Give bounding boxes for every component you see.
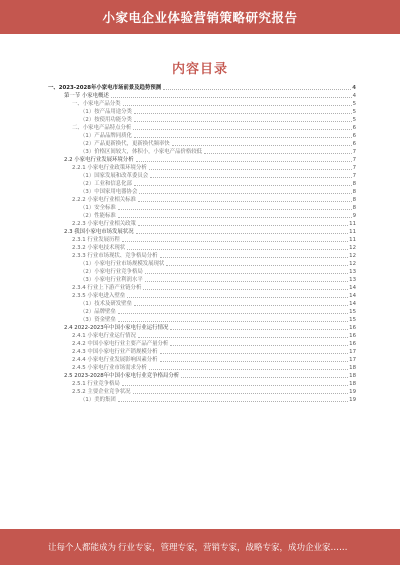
- toc-page-number: 12: [349, 245, 356, 251]
- toc-entry-text: 2.5 2023-2028年中国小家电行业竞争格局分析: [64, 373, 180, 379]
- toc-page-number: 15: [349, 309, 356, 315]
- toc-entry-text: 2.3 我国小家电市场发展状况: [64, 229, 134, 235]
- toc-entry-text: （1）国家发展和改革委员会: [80, 173, 149, 179]
- toc-entry[interactable]: [40, 395, 356, 403]
- toc-entry[interactable]: [40, 107, 356, 115]
- toc-entry[interactable]: [40, 235, 356, 243]
- toc-entry[interactable]: [40, 355, 356, 363]
- toc-entry[interactable]: [40, 171, 356, 179]
- toc-entry[interactable]: [40, 219, 356, 227]
- toc-entry[interactable]: [40, 147, 356, 155]
- toc-entry[interactable]: [40, 331, 356, 339]
- toc-entry-text: （2）产品更新换代，更新换代频率快: [80, 141, 170, 147]
- toc-leader-dots: [133, 393, 349, 394]
- toc-entry[interactable]: [40, 299, 356, 307]
- toc-leader-dots: [163, 89, 351, 90]
- toc-entry[interactable]: [40, 91, 356, 99]
- toc-entry-text: 2.4.4 小家电行业发展影响因素分析: [72, 357, 158, 363]
- toc-entry-text: 一、2023-2028年小家电市场前景及趋势预测: [48, 85, 162, 91]
- toc-entry-text: 2.3.3 行业市场现状、竞争格局分析: [72, 253, 158, 259]
- toc-entry[interactable]: [40, 291, 356, 299]
- toc-entry[interactable]: [40, 131, 356, 139]
- toc-entry-text: 2.5.1 行业竞争格局: [72, 381, 120, 387]
- toc-leader-dots: [122, 385, 348, 386]
- toc-entry-text: （2）小家电行业竞争格局: [80, 269, 143, 275]
- toc-entry-text: （2）品牌壁垒: [80, 309, 116, 315]
- toc-page-number: 11: [349, 229, 356, 235]
- toc-leader-dots: [149, 169, 352, 170]
- toc-leader-dots: [134, 185, 352, 186]
- toc-page-number: 16: [349, 333, 356, 339]
- toc-entry[interactable]: [40, 251, 356, 259]
- toc-entry[interactable]: [40, 123, 356, 131]
- toc-page-number: 5: [352, 109, 356, 115]
- toc-page-number: 6: [352, 133, 356, 139]
- toc-page-number: 7: [352, 165, 356, 171]
- toc-entry-text: 2.2.3 小家电行业相关政策: [72, 221, 136, 227]
- toc-page-number: 12: [349, 253, 356, 259]
- toc-entry-text: （1）小家电行业市场规模发展现状: [80, 261, 165, 267]
- toc-page-number: 8: [352, 197, 356, 203]
- toc-entry-text: 2.4.1 小家电行业运行情况: [72, 333, 136, 339]
- toc-entry[interactable]: [40, 195, 356, 203]
- toc-entry-text: （1）按产品用途分类: [80, 109, 132, 115]
- toc-page-number: 5: [352, 101, 356, 107]
- toc-page-number: 5: [352, 117, 356, 123]
- toc-entry[interactable]: [40, 339, 356, 347]
- toc-leader-dots: [170, 329, 348, 330]
- toc-entry[interactable]: [40, 115, 356, 123]
- toc-entry[interactable]: [40, 307, 356, 315]
- toc-entry-text: 2.3.2 小家电技术现状: [72, 245, 126, 251]
- toc-leader-dots: [138, 225, 348, 226]
- toc-leader-dots: [160, 257, 349, 258]
- footer-bar: [0, 529, 400, 565]
- toc-leader-dots: [166, 265, 348, 266]
- toc-page-number: 4: [352, 93, 356, 99]
- toc-entry-text: 2.2 小家电行业发展环境分析: [64, 157, 134, 163]
- footer-slogan: 让每个人都能成为: [48, 543, 117, 553]
- toc-page-number: 8: [352, 181, 356, 187]
- toc-leader-dots: [160, 361, 349, 362]
- header-bar: [0, 0, 400, 34]
- toc-page-number: 14: [349, 301, 356, 307]
- toc-leader-dots: [127, 249, 348, 250]
- toc-entry[interactable]: [40, 187, 356, 195]
- toc-page-number: 8: [352, 189, 356, 195]
- toc-leader-dots: [118, 217, 352, 218]
- toc-leader-dots: [204, 153, 352, 154]
- toc-page-number: 12: [349, 261, 356, 267]
- toc-entry-text: 一、小家电产品分类: [72, 101, 121, 107]
- toc-leader-dots: [136, 161, 352, 162]
- toc-leader-dots: [145, 281, 348, 282]
- toc-entry[interactable]: [40, 283, 356, 291]
- toc-entry[interactable]: [40, 387, 356, 395]
- toc-entry-text: （3）价格区间较大，体积小，小家电产品价格较低: [80, 149, 203, 155]
- toc-leader-dots: [149, 369, 348, 370]
- table-of-contents: [40, 83, 356, 403]
- toc-page-number: 4: [352, 85, 356, 91]
- toc-entry-text: 2.5.2 主要企业竞争状况: [72, 389, 131, 395]
- toc-page-number: 16: [349, 341, 356, 347]
- toc-page-number: 18: [349, 373, 356, 379]
- toc-entry[interactable]: [40, 371, 356, 379]
- toc-leader-dots: [138, 337, 348, 338]
- toc-page-number: 14: [349, 285, 356, 291]
- toc-page-number: 18: [349, 381, 356, 387]
- toc-page-number: 19: [349, 389, 356, 395]
- toc-entry-text: （3）中国家用电器协会: [80, 189, 138, 195]
- toc-leader-dots: [133, 129, 351, 130]
- toc-page-number: 11: [349, 237, 356, 243]
- toc-entry[interactable]: [40, 155, 356, 163]
- toc-leader-dots: [127, 297, 348, 298]
- toc-leader-dots: [143, 289, 348, 290]
- toc-entry[interactable]: [40, 227, 356, 235]
- toc-entry-text: 2.3.4 行业上下游产业链分析: [72, 285, 142, 291]
- toc-entry[interactable]: [40, 139, 356, 147]
- toc-entry[interactable]: [40, 323, 356, 331]
- toc-leader-dots: [118, 313, 348, 314]
- toc-leader-dots: [118, 401, 348, 402]
- toc-entry[interactable]: [40, 379, 356, 387]
- toc-entry[interactable]: [40, 211, 356, 219]
- toc-page-number: 13: [349, 269, 356, 275]
- toc-page-number: 15: [349, 317, 356, 323]
- toc-entry-text: （2）性能标准: [80, 213, 116, 219]
- toc-entry[interactable]: [40, 267, 356, 275]
- toc-page-number: 6: [352, 141, 356, 147]
- toc-entry-text: （2）按使用功能分类: [80, 117, 132, 123]
- toc-entry-text: （1）技术及研发壁垒: [80, 301, 132, 307]
- toc-leader-dots: [134, 121, 352, 122]
- toc-entry[interactable]: [40, 259, 356, 267]
- toc-page-number: 13: [349, 277, 356, 283]
- toc-leader-dots: [134, 305, 348, 306]
- toc-entry-text: 2.4.3 中国小家电行业产销规模分析: [72, 349, 158, 355]
- toc-entry-text: 第一节 小家电概述: [64, 93, 109, 99]
- toc-leader-dots: [160, 353, 349, 354]
- toc-page-number: 17: [349, 357, 356, 363]
- toc-leader-dots: [134, 113, 352, 114]
- footer-tagline: 行业专家，管理专家，营销专家，战略专家，成功企业家……: [118, 543, 348, 553]
- toc-entry[interactable]: [40, 83, 356, 91]
- toc-entry-text: 2.4.5 小家电行业市场需求分析: [72, 365, 147, 371]
- toc-entry[interactable]: [40, 275, 356, 283]
- toc-leader-dots: [118, 209, 352, 210]
- toc-entry[interactable]: [40, 243, 356, 251]
- toc-entry[interactable]: [40, 203, 356, 211]
- toc-page-number: 8: [352, 205, 356, 211]
- toc-leader-dots: [136, 233, 349, 234]
- toc-page-number: 19: [349, 397, 356, 403]
- toc-leader-dots: [172, 145, 352, 146]
- report-title: 小家电企业体验营销策略研究报告: [102, 10, 298, 25]
- toc-entry-text: （1）美的集团: [80, 397, 116, 403]
- toc-entry[interactable]: [40, 363, 356, 371]
- toc-entry[interactable]: [40, 179, 356, 187]
- toc-leader-dots: [170, 345, 348, 346]
- toc-leader-dots: [111, 97, 352, 98]
- toc-leader-dots: [181, 377, 348, 378]
- toc-entry-text: 二、小家电产品特点分析: [72, 125, 132, 131]
- toc-entry-text: （1）安全标准: [80, 205, 116, 211]
- toc-entry[interactable]: [40, 99, 356, 107]
- toc-page-number: 7: [352, 157, 356, 163]
- toc-page-number: 7: [352, 173, 356, 179]
- toc-page-number: 17: [349, 349, 356, 355]
- toc-heading: 内容目录: [171, 62, 228, 77]
- toc-entry-text: （1）产品品牌同质化: [80, 133, 132, 139]
- toc-leader-dots: [139, 193, 351, 194]
- toc-entry-text: 2.3.5 小家电进入壁垒: [72, 293, 126, 299]
- toc-page-number: 9: [352, 213, 356, 219]
- toc-entry-text: 2.4.2 中国小家电行业主要产品产量分析: [72, 341, 169, 347]
- toc-entry[interactable]: [40, 315, 356, 323]
- toc-leader-dots: [118, 321, 348, 322]
- toc-entry-text: 2.3.1 行业发展历程: [72, 237, 120, 243]
- toc-page-number: 11: [349, 221, 356, 227]
- toc-entry-text: 2.2.1 小家电行业政策环境分析: [72, 165, 147, 171]
- toc-entry-text: （2）工业和信息化部: [80, 181, 132, 187]
- toc-leader-dots: [150, 177, 351, 178]
- toc-leader-dots: [145, 273, 348, 274]
- toc-entry-text: 2.2.2 小家电行业相关标准: [72, 197, 136, 203]
- toc-leader-dots: [134, 137, 352, 138]
- toc-leader-dots: [122, 241, 348, 242]
- toc-entry-text: 2.4 2022-2023年中国小家电行业运行情况: [64, 325, 169, 331]
- toc-page-number: 14: [349, 293, 356, 299]
- toc-entry-text: （3）资金壁垒: [80, 317, 116, 323]
- toc-leader-dots: [123, 105, 352, 106]
- toc-page-number: 16: [349, 325, 356, 331]
- toc-page-number: 6: [352, 125, 356, 131]
- toc-leader-dots: [138, 201, 352, 202]
- toc-page-number: 18: [349, 365, 356, 371]
- toc-entry[interactable]: [40, 347, 356, 355]
- toc-entry-text: （3）小家电行业利润水平: [80, 277, 143, 283]
- toc-page-number: 7: [352, 149, 356, 155]
- toc-entry[interactable]: [40, 163, 356, 171]
